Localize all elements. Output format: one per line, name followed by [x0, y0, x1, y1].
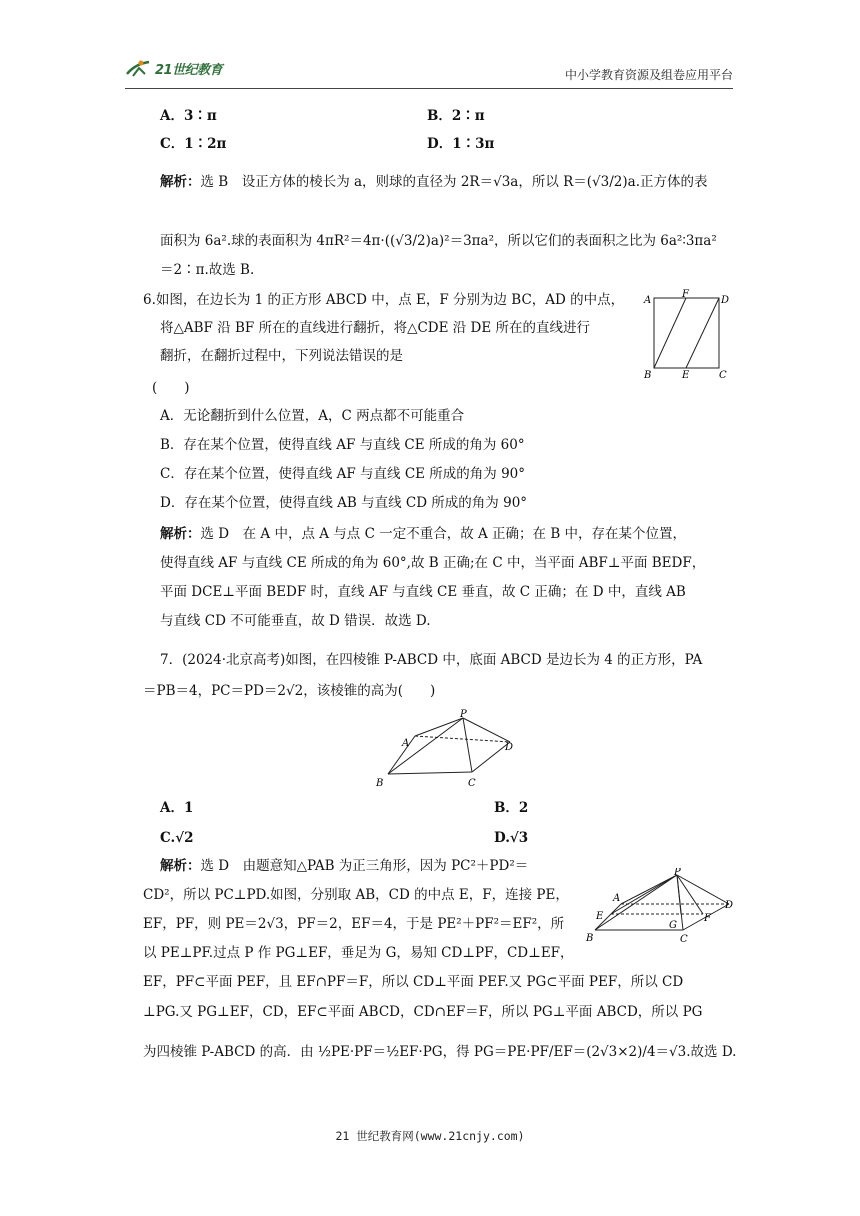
fig-label-c: C — [680, 934, 688, 945]
q6-stem-line-2: 将△ABF 沿 BF 所在的直线进行翻折，将△CDE 沿 DE 所在的直线进行 — [160, 320, 591, 336]
q5-solution-line-1: 解析：选 B 设正方体的棱长为 a，则球的直径为 2R＝√3a，所以 R＝(√3/2)a.正方体的表 — [160, 174, 708, 190]
q6-solution-line-3: 平面 DCE⊥平面 BEDF 时，直线 AF 与直线 CE 垂直，故 C 正确；在 D 中，直线 AB — [160, 584, 686, 600]
q7-pyramid-figure — [368, 706, 518, 790]
q7-option-d: D.√3 — [494, 830, 529, 846]
q7-solution-line-3: EF，PF，则 PE＝2√3，PF＝2，EF＝4，于是 PE²＋PF²＝EF²，所 — [143, 916, 565, 932]
q6-option-a: A．无论翻折到什么位置，A，C 两点都不可能重合 — [160, 408, 465, 424]
solution-label: 解析： — [160, 858, 201, 874]
page-header — [125, 56, 733, 86]
q7-solution-line-2: CD²，所以 PC⊥PD.如图，分别取 AB，CD 的中点 E，F，连接 PE， — [143, 887, 569, 903]
q7-solution-line-7: 为四棱锥 P-ABCD 的高．由 ½PE·PF＝½EF·PG，得 PG＝PE·PF/EF＝(2√3×2)/4＝√3.故选 D. — [143, 1044, 737, 1060]
fig-label-d: D — [725, 900, 734, 911]
q7-solution-line-5: EF，PF⊂平面 PEF，且 EF∩PF＝F，所以 CD⊥平面 PEF.又 PG⊂平面 PEF，所以 CD — [143, 974, 684, 990]
q6-option-d: D．存在某个位置，使得直线 AB 与直线 CD 所成的角为 90° — [160, 495, 528, 511]
q7-solution-line-6: ⊥PG.又 PG⊥EF，CD，EF⊂平面 ABCD，CD∩EF＝F，所以 PG⊥平面 ABCD，所以 PG — [143, 1004, 703, 1020]
q7-stem-line-1: 7．(2024·北京高考)如图，在四棱锥 P-ABCD 中，底面 ABCD 是边长为 4 的正方形，PA — [160, 652, 703, 668]
q7-solution-line-4: 以 PE⊥PF.过点 P 作 PG⊥EF，垂足为 G，易知 CD⊥PF，CD⊥EF， — [143, 945, 574, 961]
fig-label-c: C — [719, 370, 727, 380]
q7-option-a: A．1 — [160, 800, 194, 816]
q7-solution-line-1: 解析：选 D 由题意知△PAB 为正三角形，因为 PC²＋PD²＝ — [160, 858, 529, 874]
fig-label-b: B — [376, 778, 384, 789]
logo-text: 21世纪教育 — [155, 62, 223, 78]
fig-label-a: A — [402, 738, 410, 749]
solution-label: 解析： — [160, 174, 201, 190]
q5-option-c: C．1∶2π — [160, 136, 227, 152]
solution-label: 解析： — [160, 526, 201, 542]
q6-solution-line-1: 解析：选 D 在 A 中，点 A 与点 C 一定不重合，故 A 正确；在 B 中，存在某个位置， — [160, 526, 687, 542]
fig-label-e: E — [682, 370, 690, 380]
fig-label-b: B — [644, 370, 652, 380]
q6-option-c: C．存在某个位置，使得直线 AF 与直线 CE 所成的角为 90° — [160, 466, 526, 482]
platform-name: 中小学教育资源及组卷应用平台 — [564, 68, 733, 82]
q6-stem-line-1: 6.如图，在边长为 1 的正方形 ABCD 中，点 E，F 分别为边 BC，AD 的中点， — [143, 292, 625, 308]
fig-label-c: C — [468, 778, 476, 789]
fig-label-e: E — [596, 911, 604, 922]
fig-label-p: P — [460, 709, 467, 720]
q7-option-c: C.√2 — [160, 830, 194, 846]
site-logo — [125, 58, 222, 78]
q6-solution-line-2: 使得直线 AF 与直线 CE 所成的角为 60°,故 B 正确;在 C 中，当平面 ABF⊥平面 BEDF， — [160, 555, 706, 571]
header-rule — [125, 88, 733, 89]
q6-square-figure — [640, 288, 735, 380]
fig-label-p: P — [674, 868, 681, 878]
q5-solution-line-3: ＝2∶π.故选 B. — [160, 262, 255, 278]
fig-label-a: A — [613, 893, 621, 904]
q5-solution-line-2: 面积为 6a².球的表面积为 4πR²＝4π·((√3/2)a)²＝3πa²，所以它们的表面积之比为 6a²∶3πa² — [160, 233, 717, 249]
q6-solution-line-4: 与直线 CD 不可能垂直，故 D 错误．故选 D. — [160, 613, 431, 629]
q6-stem-line-3: 翻折，在翻折过程中，下列说法错误的是 — [160, 348, 403, 364]
fig-label-b: B — [586, 933, 594, 944]
fig-label-d: D — [505, 742, 514, 753]
q5-option-b: B．2∶π — [427, 108, 485, 124]
fig-label-g: G — [669, 920, 677, 931]
runner-logo-icon — [125, 58, 151, 78]
q7-solution-figure — [585, 868, 735, 948]
q7-stem-line-2: ＝PB＝4，PC＝PD＝2√2，该棱锥的高为( ) — [143, 683, 436, 699]
fig-label-f: F — [682, 289, 689, 300]
q6-option-b: B．存在某个位置，使得直线 AF 与直线 CE 所成的角为 60° — [160, 437, 525, 453]
q6-answer-blank: ( ) — [152, 380, 190, 396]
page-footer: 21 世纪教育网(www.21cnjy.com) — [335, 1129, 525, 1143]
fig-label-d: D — [721, 295, 730, 306]
q5-option-a: A．3∶π — [160, 108, 217, 124]
fig-label-f: F — [704, 913, 711, 924]
q5-option-d: D．1∶3π — [427, 136, 495, 152]
q7-option-b: B．2 — [494, 800, 529, 816]
fig-label-a: A — [644, 295, 652, 306]
